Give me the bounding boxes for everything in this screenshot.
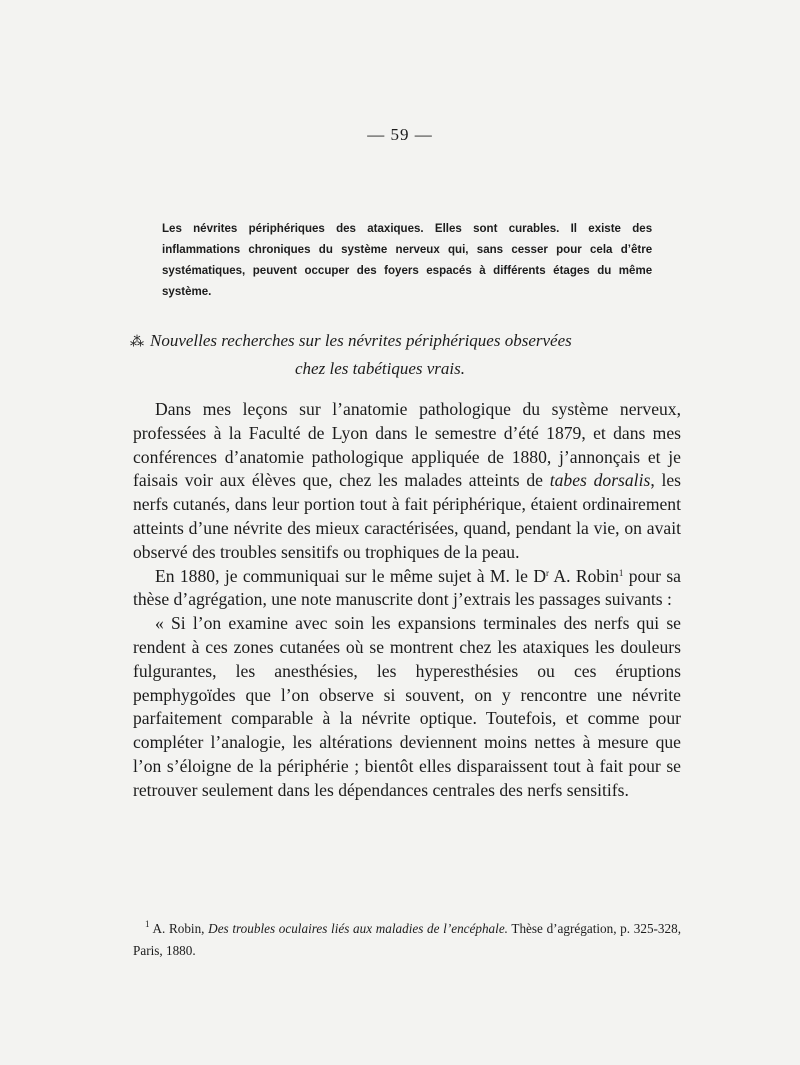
paragraph-2-text-c: pour sa thèse d’agrégation, une note manuscrite dont j’extrais les passages suivants : xyxy=(133,565,681,610)
paragraph-1-text-a: Dans mes leçons sur l’anatomie pathologique du système nerveux, professées à la Faculté de Lyon dans le semestre d’été 1879, et dans mes conférences d’anatomie pathologique appliquée de 1880, j’annonçais et je faisais voir aux élèves que, chez les malades atteints de xyxy=(133,399,681,491)
footnote-author: A. Robin, xyxy=(149,921,209,936)
superscript-r: r xyxy=(546,567,550,578)
section-heading xyxy=(130,328,670,382)
footnote-marker: 1 xyxy=(145,919,150,929)
footnote-reference: 1 xyxy=(618,567,624,578)
paragraph-2 xyxy=(133,565,681,613)
chapter-summary: Les névrites périphériques des ataxiques. Elles sont curables. Il existe des inflammations chroniques du système nerveux qui, sans cesser pour cela d’être systématiques, peuvent occuper des foyers espacés à différents étages du même système. xyxy=(162,221,653,298)
section-heading-text-1: Nouvelles recherches sur les névrites périphériques observées xyxy=(150,331,572,350)
footnote xyxy=(133,918,681,962)
paragraph-1 xyxy=(133,398,681,565)
section-heading-line-1 xyxy=(130,328,670,356)
footnote-details: Thèse d’agrégation, p. 325-328, Paris, 1880. xyxy=(133,921,682,958)
paragraph-3-quotation: « Si l’on examine avec soin les expansions terminales des nerfs qui se rendent à ces zones cutanées où se montrent chez les ataxiques les douleurs fulgurantes, les anesthésies, les hyperesthésies ou ces éruptions pemphygoïdes que l’on observe si souvent, on y rencontre une névrite parfaitement comparable à la névrite optique. Toutefois, et comme pour compléter l’analogie, les altérations deviennent moins nettes à mesure que l’on s’éloigne de la périphérie ; bientôt elles disparaissent tout à fait pour se retrouver seulement dans les dépendances centrales des nerfs sensitifs. xyxy=(133,613,681,800)
paragraph-2-text-a: En 1880, je communiquai sur le même sujet à M. le D xyxy=(155,565,547,586)
body-text xyxy=(133,398,681,803)
section-heading-line-2: chez les tabétiques vrais. xyxy=(295,359,465,378)
paragraph-1-text-b: , les nerfs cutanés, dans leur portion tout à fait périphérique, étaient ordinairement atteints d’une névrite des mieux caractérisées, quand, pendant la vie, on avait observé des troubles sensitifs ou trophiques de la peau. xyxy=(133,470,681,562)
paragraph-1-italic: tabes dorsalis xyxy=(549,470,651,491)
paragraph-2-text-b: A. Robin xyxy=(549,565,619,586)
footnote-title: Des troubles oculaires liés aux maladies de l’encéphale. xyxy=(208,921,508,936)
asterism-mark: ⁂ xyxy=(130,335,142,350)
page-number: — 59 — xyxy=(367,125,433,144)
